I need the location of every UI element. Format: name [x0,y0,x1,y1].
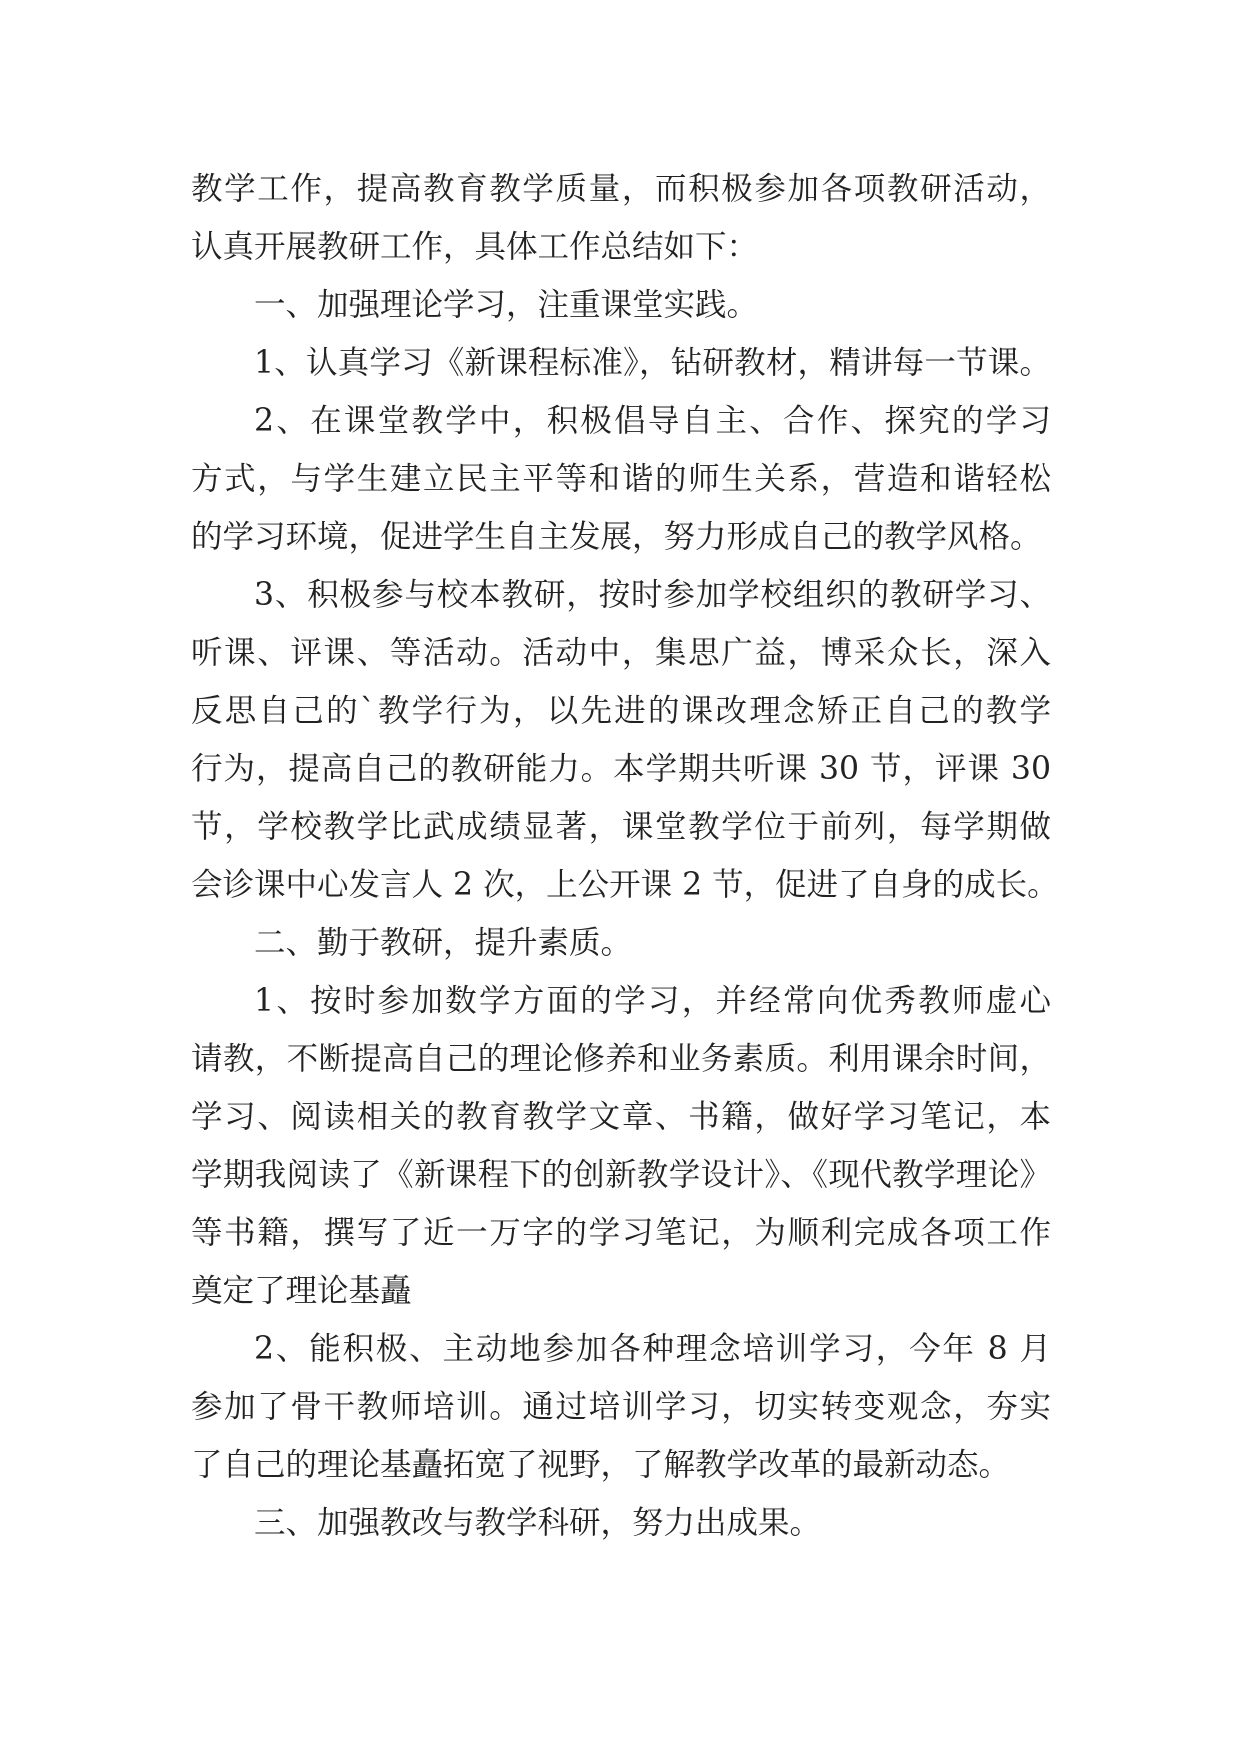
text-line: 反思自己的`教学行为，以先进的课改理念矫正自己的教学 [191,693,1051,729]
text-line: 节，学校教学比武成绩显著，课堂教学位于前列，每学期做 [191,809,1051,845]
text-line: 行为，提高自己的教研能力。本学期共听课 30 节，评课 30 [191,751,1051,787]
text-line: 会诊课中心发言人 2 次，上公开课 2 节，促进了自身的成长。 [191,867,1059,903]
text-line: 奠定了理论基矗 [191,1273,412,1309]
text-line: 2、能积极、主动地参加各种理念培训学习，今年 8 月 [254,1331,1051,1367]
text-line: 参加了骨干教师培训。通过培训学习，切实转变观念，夯实 [191,1389,1051,1425]
text-line: 1、按时参加数学方面的学习，并经常向优秀教师虚心 [254,983,1051,1019]
text-line: 学习、阅读相关的教育教学文章、书籍，做好学习笔记，本 [191,1099,1051,1135]
text-line: 的学习环境，促进学生自主发展，努力形成自己的教学风格。 [191,519,1042,555]
text-line: 学期我阅读了《新课程下的创新教学设计》、《现代教学理论》 [191,1157,1051,1193]
text-line: 了自己的理论基矗拓宽了视野，了解教学改革的最新动态。 [191,1447,1011,1483]
text-line: 二、勤于教研，提升素质。 [254,925,633,961]
text-line: 认真开展教研工作，具体工作总结如下： [191,229,759,265]
text-line: 听课、评课、等活动。活动中，集思广益，博采众长，深入 [191,635,1051,671]
text-line: 3、积极参与校本教研，按时参加学校组织的教研学习、 [254,577,1051,613]
body-text [191,160,1059,1552]
text-line: 一、加强理论学习，注重课堂实践。 [254,287,759,323]
text-line: 三、加强教改与教学科研，努力出成果。 [254,1505,822,1541]
text-line: 教学工作，提高教育教学质量，而积极参加各项教研活动， [191,171,1051,207]
text-line: 请教，不断提高自己的理论修养和业务素质。利用课余时间， [191,1041,1051,1077]
text-line: 2、在课堂教学中，积极倡导自主、合作、探究的学习 [254,403,1051,439]
text-line: 等书籍，撰写了近一万字的学习笔记，为顺利完成各项工作 [191,1215,1051,1251]
text-line: 1、认真学习《新课程标准》，钻研教材，精讲每一节课。 [254,345,1051,381]
text-line: 方式，与学生建立民主平等和谐的师生关系，营造和谐轻松 [191,461,1051,497]
